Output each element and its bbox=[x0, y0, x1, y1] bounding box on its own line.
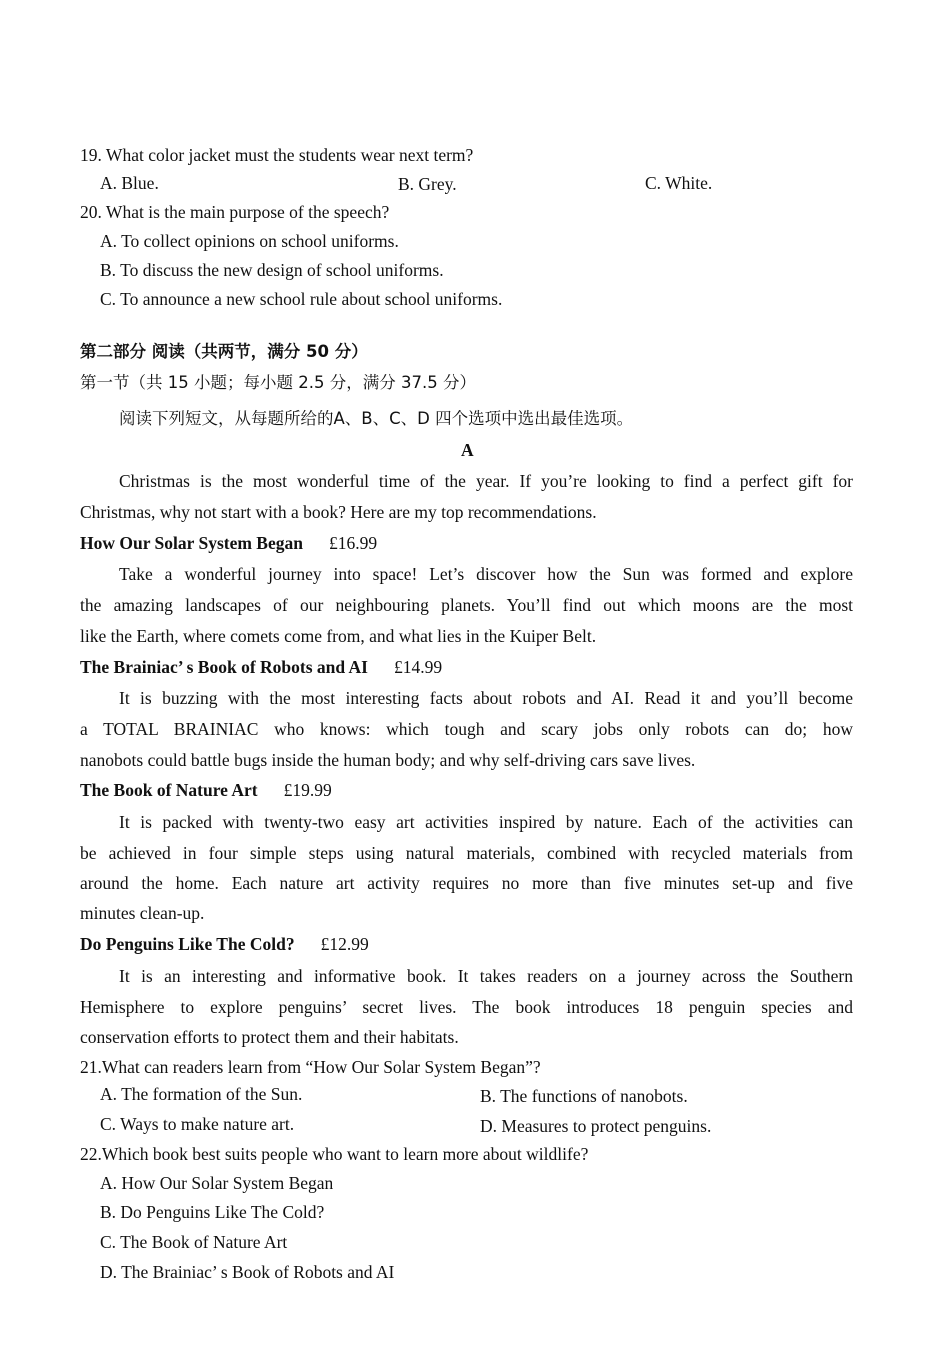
question-21-option-a: A. The formation of the Sun. bbox=[100, 1084, 303, 1104]
book-1-line-2: the amazing landscapes of our neighbouring planets. You’ll find out which moons are the most bbox=[80, 595, 853, 615]
book-1-line-3: like the Earth, where comets come from, and what lies in the Kuiper Belt. bbox=[80, 626, 597, 646]
passage-letter: A bbox=[461, 440, 474, 460]
question-22-option-a: A. How Our Solar System Began bbox=[100, 1173, 334, 1193]
book-title: How Our Solar System Began bbox=[80, 533, 303, 553]
question-20-option-c: C. To announce a new school rule about school uniforms. bbox=[100, 289, 503, 309]
book-title: Do Penguins Like The Cold? bbox=[80, 934, 295, 954]
question-19-option-b: B. Grey. bbox=[398, 174, 457, 194]
question-19-option-c: C. White. bbox=[645, 173, 713, 193]
question-19-stem: 19. What color jacket must the students wear next term? bbox=[80, 145, 474, 165]
book-3-line-2: be achieved in four simple steps using natural materials, combined with recycled materials from bbox=[80, 843, 853, 863]
book-title: The Brainiac’ s Book of Robots and AI bbox=[80, 657, 368, 677]
book-heading bbox=[80, 531, 377, 555]
book-price: £19.99 bbox=[283, 780, 332, 800]
book-price: £14.99 bbox=[394, 657, 443, 677]
question-22-stem: 22.Which book best suits people who want to learn more about wildlife? bbox=[80, 1144, 589, 1164]
book-4-line-3: conservation efforts to protect them and their habitats. bbox=[80, 1027, 459, 1047]
intro-line-1: Christmas is the most wonderful time of the year. If you’re looking to find a perfect gift for bbox=[119, 471, 853, 491]
book-2-line-3: nanobots could battle bugs inside the human body; and why self-driving cars save lives. bbox=[80, 750, 696, 770]
book-heading bbox=[80, 655, 442, 679]
book-title: The Book of Nature Art bbox=[80, 780, 258, 800]
question-21-stem: 21.What can readers learn from “How Our Solar System Began”? bbox=[80, 1057, 541, 1077]
book-4-line-2: Hemisphere to explore penguins’ secret lives. The book introduces 18 penguin species and bbox=[80, 997, 853, 1017]
question-20-option-a: A. To collect opinions on school uniforms. bbox=[100, 231, 399, 251]
book-heading bbox=[80, 932, 369, 956]
book-3-line-3: around the home. Each nature art activity requires no more than five minutes set-up and five bbox=[80, 873, 853, 893]
reading-instruction: 阅读下列短文，从每题所给的A、B、C、D 四个选项中选出最佳选项。 bbox=[119, 409, 634, 428]
book-3-line-4: minutes clean-up. bbox=[80, 903, 205, 923]
book-heading bbox=[80, 778, 332, 802]
part-title: 第二部分 阅读（共两节，满分 50 分） bbox=[80, 342, 368, 361]
book-price: £12.99 bbox=[320, 934, 369, 954]
question-22-option-b: B. Do Penguins Like The Cold? bbox=[100, 1202, 325, 1222]
question-21-option-d: D. Measures to protect penguins. bbox=[480, 1116, 712, 1136]
book-4-line-1: It is an interesting and informative book. It takes readers on a journey across the Southern bbox=[119, 966, 853, 986]
intro-line-2: Christmas, why not start with a book? Here are my top recommendations. bbox=[80, 502, 597, 522]
question-21-option-c: C. Ways to make nature art. bbox=[100, 1114, 295, 1134]
book-2-line-2: a TOTAL BRAINIAC who knows: which tough and scary jobs only robots can do; how bbox=[80, 719, 853, 739]
question-22-option-d: D. The Brainiac’ s Book of Robots and AI bbox=[100, 1262, 395, 1282]
question-22-option-c: C. The Book of Nature Art bbox=[100, 1232, 288, 1252]
book-2-line-1: It is buzzing with the most interesting facts about robots and AI. Read it and you’ll become bbox=[119, 688, 853, 708]
section-subtitle: 第一节（共 15 小题；每小题 2.5 分，满分 37.5 分） bbox=[80, 373, 476, 392]
question-21-option-b: B. The functions of nanobots. bbox=[480, 1086, 688, 1106]
book-3-line-1: It is packed with twenty-two easy art activities inspired by nature. Each of the activities can bbox=[119, 812, 853, 832]
question-19-option-a: A. Blue. bbox=[100, 173, 159, 193]
question-20-stem: 20. What is the main purpose of the speech? bbox=[80, 202, 390, 222]
question-20-option-b: B. To discuss the new design of school uniforms. bbox=[100, 260, 444, 280]
book-price: £16.99 bbox=[328, 533, 378, 553]
book-1-line-1: Take a wonderful journey into space! Let’s discover how the Sun was formed and explore bbox=[119, 564, 853, 584]
